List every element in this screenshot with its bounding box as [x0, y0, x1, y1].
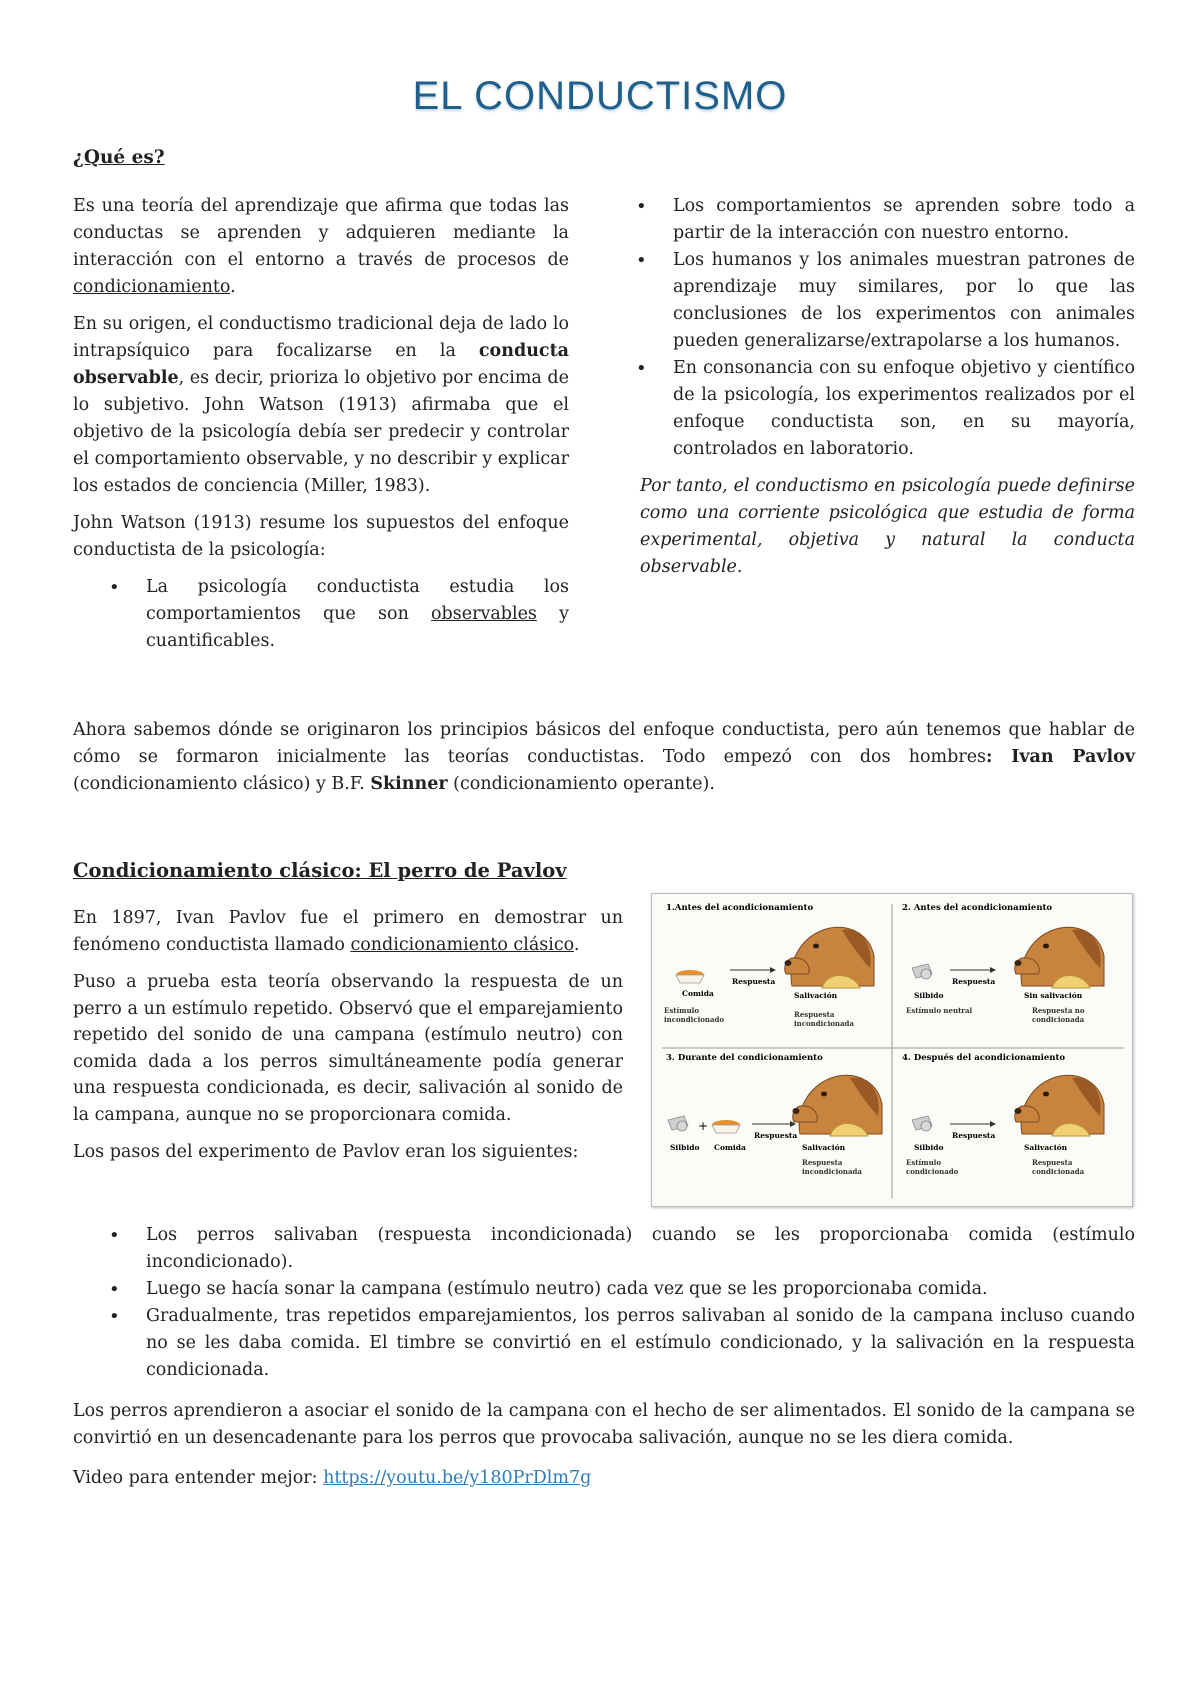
list-item: • Los humanos y los animales muestran patrones de aprendizaje muy similares, por lo que las conclusiones de los experimentos con animales pueden generalizarse/extrapolarse a los humanos.: [600, 247, 1135, 355]
text: .: [230, 277, 236, 297]
panel1-salivacion: Salivación: [794, 991, 838, 1000]
panel3-title: 3. Durante del condicionamiento: [666, 1053, 823, 1063]
video-label: Video para entender mejor:: [73, 1468, 324, 1488]
right-column: [640, 193, 1135, 591]
text: :: [986, 747, 1012, 767]
paragraph-experiment: Puso a prueba esta teoría observando la respuesta de un perro a un estímulo repetido. Observó que el emparejamiento repetido del sonido de una campana (estímulo neutro) con comida dada a los perros simultáneamente podía generar una respuesta condicionada, es decir, salivación al sonido de la campana, aunque no se proporcionara comida.: [73, 972, 623, 1125]
panel4-respuesta-cond: Respuesta condicionada: [1032, 1158, 1085, 1176]
underline-observables: observables: [431, 604, 537, 624]
list-item: • Luego se hacía sonar la campana (estímulo neutro) cada vez que se les proporcionaba comida.: [73, 1276, 1135, 1303]
panel4-respuesta: Respuesta: [952, 1131, 996, 1140]
text: En 1897, Ivan Pavlov fue el primero en demostrar un fenómeno conductista llamado: [73, 908, 623, 955]
text: .: [573, 934, 580, 955]
panel3-salivacion: Salivación: [802, 1143, 846, 1152]
link-condicionamiento: condicionamiento: [73, 277, 231, 297]
list-item: • Los comportamientos se aprenden sobre todo a partir de la interacción con nuestro entorno.: [600, 193, 1135, 247]
text: (condicionamiento clásico) y B.F.: [73, 774, 371, 794]
panel3-plus: +: [698, 1119, 709, 1133]
paragraph-origin: [73, 311, 569, 500]
video-link[interactable]: https://youtu.be/y180PrDlm7g: [323, 1468, 592, 1488]
pavlov-diagram: [651, 893, 1133, 1207]
page-title: EL CONDUCTISMO: [412, 74, 788, 118]
panel2-respuesta: Respuesta: [952, 977, 996, 986]
list-item: • Los perros salivaban (respuesta incondicionada) cuando se les proporcionaba comida (estímulo incondicionado).: [73, 1222, 1135, 1276]
list-item: • Gradualmente, tras repetidos emparejamientos, los perros salivaban al sonido de la campana incluso cuando no se les daba comida. El timbre se convirtió en el estímulo condicionado, y la salivación en la respuesta condicionada.: [73, 1303, 1135, 1384]
panel1-respuesta-inc: Respuesta incondicionada: [794, 1010, 854, 1028]
paragraph-definition: [73, 193, 569, 301]
text: , es decir, prioriza lo objetivo por encima de lo subjetivo. John Watson (1913) afirmaba que el objetivo de la psicología debía ser predecir y controlar el comportamiento observable, y no describir y explicar los estados de conciencia (Miller, 1983).: [73, 368, 569, 496]
panel2-silbido: Silbido: [914, 991, 944, 1000]
assumptions-list-left: [73, 574, 569, 655]
panel3-comida: Comida: [714, 1143, 746, 1152]
panel4-salivacion: Salivación: [1024, 1143, 1068, 1152]
text: y cuantificables.: [146, 604, 569, 651]
conclusion-italic: Por tanto, el conductismo en psicología puede definirse como una corriente psicológica que estudia de forma experimental, objetiva y natural la conducta observable.: [640, 476, 1135, 577]
text: Ahora sabemos dónde se originaron los principios básicos del enfoque conductista, pero aún tenemos que hablar de cómo se formaron inicialmente las teorías conductistas. Todo empezó con dos hombres: [73, 720, 1135, 767]
left-column: [73, 193, 569, 655]
list-item: • En consonancia con su enfoque objetivo y científico de la psicología, los experimentos realizados por el enfoque conductista son, en su mayoría, controlados en laboratorio.: [600, 355, 1135, 463]
steps-section: [73, 1222, 1135, 1492]
panel1-estimulo: Estímulo incondicionado: [664, 1006, 725, 1024]
panel1-comida: Comida: [682, 989, 714, 998]
panel2-title: 2. Antes del acondicionamiento: [902, 903, 1053, 913]
panel2-sin-salivacion: Sin salivación: [1024, 991, 1083, 1000]
paragraph-bridge: [73, 717, 1135, 798]
panel1-respuesta: Respuesta: [732, 977, 776, 986]
panel1-title: 1.Antes del acondicionamiento: [666, 903, 814, 913]
text: La psicología conductista estudia los comportamientos que son: [146, 577, 569, 624]
steps-list: [73, 1222, 1135, 1384]
video-line: [73, 1465, 1135, 1492]
panel2-estimulo: Estímulo neutral: [906, 1006, 973, 1015]
panel4-title: 4. Después del acondicionamiento: [902, 1053, 1066, 1063]
panel4-silbido: Silbido: [914, 1143, 944, 1152]
paragraph-1897: [73, 905, 623, 958]
list-item: [73, 574, 569, 655]
text: En su origen, el conductismo tradicional deja de lado lo intrapsíquico para focalizarse en la: [73, 314, 569, 361]
pavlov-text: [73, 905, 623, 1177]
bold-conducta-observable: conducta observable: [73, 341, 569, 388]
name-skinner: Skinner: [370, 774, 448, 794]
paragraph-steps-intro: Los pasos del experimento de Pavlov eran los siguientes:: [73, 1142, 579, 1162]
panel3-silbido: Silbido: [670, 1143, 700, 1152]
heading-que-es: ¿Qué es?: [73, 147, 165, 168]
pavlov-diagram-svg: [652, 894, 1132, 1206]
panel3-respuesta-inc: Respuesta incondicionada: [802, 1158, 862, 1176]
paragraph-association: Los perros aprendieron a asociar el sonido de la campana con el hecho de ser alimentados. El sonido de la campana se convirtió en un desencadenante para los perros que provocaba salivación, aunque no se les diera comida.: [73, 1401, 1135, 1448]
paragraph-watson: John Watson (1913) resume los supuestos del enfoque conductista de la psicología:: [73, 513, 569, 560]
name-pavlov: Ivan Pavlov: [1011, 747, 1136, 767]
panel4-estimulo: Estímulo condicionado: [906, 1158, 959, 1176]
heading-pavlov: Condicionamiento clásico: El perro de Pavlov: [73, 859, 567, 882]
underline-condicionamiento-clasico: condicionamiento clásico: [350, 934, 574, 955]
panel3-respuesta: Respuesta: [754, 1131, 798, 1140]
panel2-respuesta-no: Respuesta no condicionada: [1032, 1006, 1085, 1024]
text: (condicionamiento operante).: [447, 774, 715, 794]
text: Es una teoría del aprendizaje que afirma que todas las conductas se aprenden y adquieren mediante la interacción con el entorno a través de procesos de: [73, 196, 569, 270]
assumptions-list-right: [640, 193, 1135, 463]
